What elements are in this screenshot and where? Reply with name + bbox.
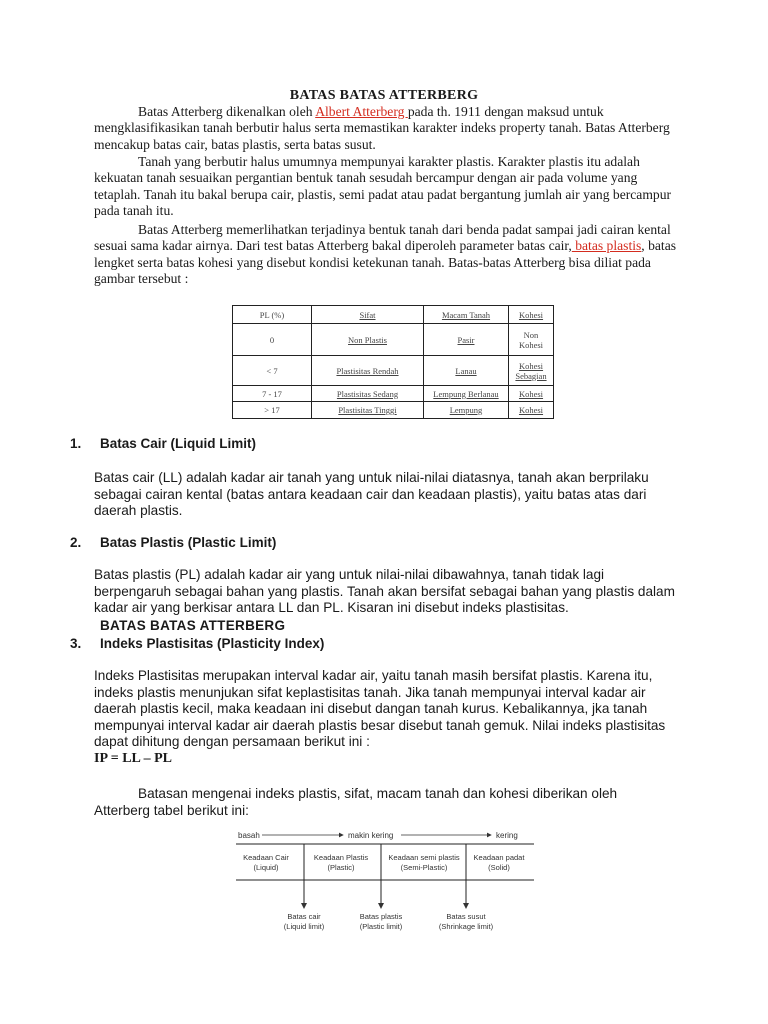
table-row bbox=[233, 324, 554, 356]
document-title: BATAS BATAS ATTERBERG bbox=[289, 88, 479, 103]
closing-paragraph: Batasan mengenai indeks plastis, sifat, macam tanah dan kohesi diberikan oleh Atterberg tabel berikut ini: bbox=[94, 786, 618, 818]
intro-paragraph-2: Tanah yang berbutir halus umumnya mempunyai karakter plastis. Karakter plastis itu adalah kekuatan tanah sesuaikan pergantian bentuk tanah sesudah bercampur dengan air pada volume yang tetaplah. Tanah itu bakal berupa cair, plastis, semi padat atau padat bergantung jumlah air yang bercampur pada tanah itu. bbox=[94, 154, 672, 219]
table-cell: < 7 bbox=[233, 356, 312, 386]
limit-shrinkage: Batas susut bbox=[446, 912, 486, 921]
table-header-cell: Sifat bbox=[312, 306, 424, 324]
table-cell: > 17 bbox=[233, 402, 312, 419]
section-1-heading bbox=[70, 436, 256, 451]
section-3-body: Indeks Plastisitas merupakan interval kadar air, yaitu tanah masih bersifat plastis. Karena itu, indeks plastis menunjukan sifat keplastisitas tanah. Jika tanah mempunyai interval kadar air daerah plastis kecil, maka keadaan ini disebut dangan tanah kurus. Kebalikannya, jka tanah mempunyai interval kadar air daerah plastis besar disebut tanah gemuk. Nilai indeks plastisitas dapat dihitung dengan persamaan berikut ini : bbox=[94, 668, 666, 750]
state-liquid-sub: (Liquid) bbox=[253, 863, 279, 872]
state-semi-plastic-sub: (Semi-Plastic) bbox=[400, 863, 448, 872]
state-solid: Keadaan padat bbox=[473, 853, 525, 862]
table-cell: Plastisitas Sedang bbox=[312, 386, 424, 402]
albert-atterberg-link[interactable]: Albert Atterberg bbox=[315, 104, 408, 119]
table-header-cell: Kohesi bbox=[509, 306, 554, 324]
table-cell: Non Kohesi bbox=[509, 324, 554, 356]
state-plastic: Keadaan Plastis bbox=[313, 853, 369, 862]
batas-plastis-link[interactable]: batas plastis bbox=[571, 238, 642, 254]
state-liquid: Keadaan Cair bbox=[243, 853, 289, 862]
intro-p3-text: Batas Atterberg memerlihatkan terjadinya bentuk tanah dari benda padat sampai jadi cairan kental sesuai sama kadar airnya. Dari test batas Atterberg bakal diperoleh parameter batas cair, bbox=[94, 222, 671, 254]
atterberg-limits-diagram bbox=[236, 828, 536, 938]
table-header-row bbox=[233, 306, 554, 324]
table-cell: Kohesi Sebagian bbox=[509, 356, 554, 386]
limit-shrinkage-sub: (Shrinkage limit) bbox=[438, 922, 494, 931]
section-number: 1. bbox=[70, 436, 82, 451]
table-cell: Plastisitas Rendah bbox=[312, 356, 424, 386]
diagram-label-makin-kering: makin kering bbox=[348, 831, 394, 840]
table-cell: Lempung Berlanau bbox=[424, 386, 509, 402]
section-title: Indeks Plastisitas (Plasticity Index) bbox=[100, 636, 325, 651]
classification-table bbox=[232, 305, 554, 419]
state-semi-plastic: Keadaan semi plastis bbox=[388, 853, 460, 862]
state-plastic-sub: (Plastic) bbox=[327, 863, 355, 872]
section-number: 3. bbox=[70, 636, 82, 651]
section-1-body: Batas cair (LL) adalah kadar air tanah yang untuk nilai-nilai diatasnya, tanah akan berprilaku sebagai cairan kental (batas antara keadaan cair dan keadaan plastis), yaitu batas atas dari daerah plastis. bbox=[94, 470, 649, 519]
table-cell: Pasir bbox=[424, 324, 509, 356]
table-cell: Lempung bbox=[424, 402, 509, 419]
intro-p3-text-cont: , batas lengket serta batas kohesi yang disebut kondisi ketekunan tanah. Batas-batas Atterberg bisa diliat pada gambar tersebut : bbox=[94, 238, 677, 287]
table-row bbox=[233, 402, 554, 419]
intro-paragraph-1 bbox=[94, 104, 684, 153]
table-header-cell: PL (%) bbox=[233, 306, 312, 324]
table-cell: 0 bbox=[233, 324, 312, 356]
intro-paragraph-3 bbox=[94, 222, 684, 288]
intro-p1-text-cont: pada th. 1911 dengan maksud untuk mengklasifikasikan tanah berbutir halus serta memastikan karakter indeks property tanah. Batas Atterberg mencakup batas cair, batas plastis, serta batas susut. bbox=[94, 104, 670, 152]
section-3-heading bbox=[70, 636, 324, 651]
section-2-body: Batas plastis (PL) adalah kadar air yang untuk nilai-nilai dibawahnya, tanah tidak lagi berpengaruh sebagai bahan yang plastis. Tanah akan bersifat sebagai bahan yang plastis dalam kadar air yang berkisar antara LL dan PL. Kisaran ini disebut indeks plastisitas. bbox=[94, 567, 675, 616]
table-cell: 7 - 17 bbox=[233, 386, 312, 402]
section-2-heading bbox=[70, 535, 276, 550]
diagram-label-kering: kering bbox=[496, 831, 518, 840]
table-cell: Lanau bbox=[424, 356, 509, 386]
limit-plastic: Batas plastis bbox=[359, 912, 403, 921]
repeated-title: BATAS BATAS ATTERBERG bbox=[100, 618, 286, 633]
limit-liquid-sub: (Liquid limit) bbox=[283, 922, 325, 931]
section-number: 2. bbox=[70, 535, 82, 550]
limit-plastic-sub: (Plastic limit) bbox=[359, 922, 403, 931]
table-cell: Plastisitas Tinggi bbox=[312, 402, 424, 419]
diagram-label-basah: basah bbox=[238, 831, 260, 840]
intro-p1-text: Batas Atterberg dikenalkan oleh bbox=[138, 104, 316, 119]
table-cell: Non Plastis bbox=[312, 324, 424, 356]
table-row bbox=[233, 386, 554, 402]
table-header-cell: Macam Tanah bbox=[424, 306, 509, 324]
section-title: Batas Plastis (Plastic Limit) bbox=[100, 535, 277, 550]
table-row bbox=[233, 356, 554, 386]
table-cell: Kohesi bbox=[509, 386, 554, 402]
limit-liquid: Batas cair bbox=[287, 912, 321, 921]
table-cell: Kohesi bbox=[509, 402, 554, 419]
state-solid-sub: (Solid) bbox=[488, 863, 510, 872]
plasticity-index-formula: IP = LL – PL bbox=[94, 751, 172, 766]
section-title: Batas Cair (Liquid Limit) bbox=[100, 436, 257, 451]
